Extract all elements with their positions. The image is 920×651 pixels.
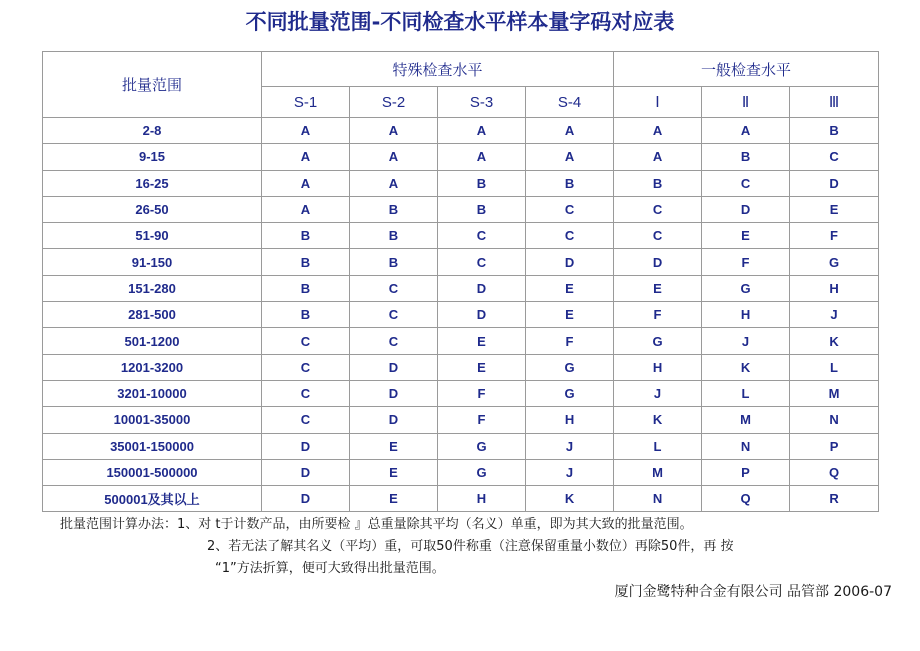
level-header: S-3 — [438, 87, 526, 118]
code-cell: A — [438, 118, 526, 144]
code-cell: J — [702, 328, 790, 354]
code-cell: B — [350, 223, 438, 249]
code-cell: C — [790, 144, 879, 170]
range-cell: 51-90 — [43, 223, 262, 249]
code-cell: B — [438, 196, 526, 222]
code-cell: J — [790, 302, 879, 328]
code-cell: H — [614, 354, 702, 380]
code-cell: C — [614, 196, 702, 222]
code-cell: B — [702, 144, 790, 170]
table-row — [43, 380, 879, 406]
code-cell: C — [262, 380, 350, 406]
code-cell: C — [438, 249, 526, 275]
code-cell: E — [702, 223, 790, 249]
code-cell: B — [262, 223, 350, 249]
code-cell: F — [438, 380, 526, 406]
code-cell: D — [614, 249, 702, 275]
code-cell: B — [790, 118, 879, 144]
code-cell: G — [526, 354, 614, 380]
code-cell: G — [702, 275, 790, 301]
range-cell: 16-25 — [43, 170, 262, 196]
code-cell: J — [526, 433, 614, 459]
code-cell: B — [350, 196, 438, 222]
code-cell: E — [438, 354, 526, 380]
code-cell: D — [262, 459, 350, 485]
code-cell: C — [702, 170, 790, 196]
code-cell: C — [262, 354, 350, 380]
code-cell: M — [614, 459, 702, 485]
table-row — [43, 118, 879, 144]
code-cell: A — [350, 118, 438, 144]
code-cell: G — [438, 433, 526, 459]
range-cell: 501-1200 — [43, 328, 262, 354]
code-cell: D — [350, 380, 438, 406]
range-cell: 150001-500000 — [43, 459, 262, 485]
table-row — [43, 459, 879, 485]
code-cell: N — [614, 486, 702, 512]
code-cell: C — [526, 223, 614, 249]
code-cell: J — [614, 380, 702, 406]
code-cell: A — [350, 170, 438, 196]
code-cell: H — [438, 486, 526, 512]
code-cell: B — [526, 170, 614, 196]
code-cell: P — [702, 459, 790, 485]
code-cell: D — [526, 249, 614, 275]
code-cell: A — [614, 144, 702, 170]
range-cell: 35001-150000 — [43, 433, 262, 459]
range-cell: 1201-3200 — [43, 354, 262, 380]
table-row — [43, 196, 879, 222]
code-cell: L — [614, 433, 702, 459]
code-cell: F — [702, 249, 790, 275]
code-cell: C — [262, 328, 350, 354]
code-cell: E — [790, 196, 879, 222]
code-cell: B — [614, 170, 702, 196]
code-cell: C — [526, 196, 614, 222]
code-cell: H — [790, 275, 879, 301]
code-cell: C — [262, 407, 350, 433]
code-cell: D — [350, 354, 438, 380]
code-cell: A — [526, 144, 614, 170]
code-cell: A — [262, 144, 350, 170]
code-cell: A — [702, 118, 790, 144]
code-cell: G — [790, 249, 879, 275]
level-header: S-1 — [262, 87, 350, 118]
code-cell: A — [350, 144, 438, 170]
range-cell: 10001-35000 — [43, 407, 262, 433]
sample-code-table — [42, 51, 879, 512]
code-cell: R — [790, 486, 879, 512]
code-cell: E — [526, 302, 614, 328]
range-header: 批量范围 — [43, 52, 262, 118]
code-cell: N — [790, 407, 879, 433]
range-cell: 91-150 — [43, 249, 262, 275]
code-cell: B — [438, 170, 526, 196]
range-cell: 500001及其以上 — [43, 486, 262, 512]
range-cell: 26-50 — [43, 196, 262, 222]
code-cell: A — [262, 196, 350, 222]
calculation-notes — [60, 514, 734, 580]
special-level-header: 特殊检查水平 — [262, 52, 614, 87]
code-cell: B — [262, 302, 350, 328]
page-title: 不同批量范围-不同检查水平样本量字码对应表 — [245, 10, 675, 34]
code-cell: B — [350, 249, 438, 275]
code-cell: G — [526, 380, 614, 406]
range-cell: 9-15 — [43, 144, 262, 170]
code-cell: L — [790, 354, 879, 380]
code-cell: M — [790, 380, 879, 406]
note-line-1: 批量范围计算办法：1、对 t于计数产品，由所要检 』总重量除其平均（名义）单重，即为其大致的批量范围。 — [60, 517, 693, 532]
code-cell: A — [614, 118, 702, 144]
code-cell: A — [438, 144, 526, 170]
table-row — [43, 170, 879, 196]
code-cell: A — [526, 118, 614, 144]
code-cell: D — [438, 302, 526, 328]
level-header: Ⅰ — [614, 87, 702, 118]
code-cell: Q — [702, 486, 790, 512]
table-row — [43, 407, 879, 433]
range-cell: 151-280 — [43, 275, 262, 301]
code-cell: K — [790, 328, 879, 354]
range-cell: 281-500 — [43, 302, 262, 328]
code-cell: N — [702, 433, 790, 459]
table-row — [43, 328, 879, 354]
code-cell: E — [526, 275, 614, 301]
code-cell: C — [350, 302, 438, 328]
code-cell: B — [262, 249, 350, 275]
code-cell: L — [702, 380, 790, 406]
code-cell: D — [438, 275, 526, 301]
code-cell: K — [526, 486, 614, 512]
level-header: S-2 — [350, 87, 438, 118]
code-cell: H — [702, 302, 790, 328]
code-cell: F — [614, 302, 702, 328]
code-cell: G — [614, 328, 702, 354]
level-header: Ⅱ — [702, 87, 790, 118]
company-footer: 厦门金鹭特种合金有限公司 品管部 2006-07 — [614, 584, 892, 600]
code-cell: J — [526, 459, 614, 485]
code-cell: E — [350, 459, 438, 485]
range-cell: 2-8 — [43, 118, 262, 144]
level-header: Ⅲ — [790, 87, 879, 118]
table-row — [43, 354, 879, 380]
code-cell: M — [702, 407, 790, 433]
note-line-2: 2、若无法了解其名义（平均）重，可取50件称重（注意保留重量小数位）再除50件，再 按 — [207, 539, 734, 554]
code-cell: E — [438, 328, 526, 354]
code-cell: G — [438, 459, 526, 485]
code-cell: P — [790, 433, 879, 459]
table-row — [43, 302, 879, 328]
code-cell: Q — [790, 459, 879, 485]
code-cell: A — [262, 170, 350, 196]
code-cell: E — [350, 433, 438, 459]
code-cell: E — [614, 275, 702, 301]
code-cell: A — [262, 118, 350, 144]
code-cell: C — [438, 223, 526, 249]
level-header: S-4 — [526, 87, 614, 118]
table-row — [43, 275, 879, 301]
code-cell: K — [702, 354, 790, 380]
code-cell: F — [526, 328, 614, 354]
code-cell: C — [614, 223, 702, 249]
table-row — [43, 144, 879, 170]
general-level-header: 一般检查水平 — [614, 52, 879, 87]
code-cell: D — [350, 407, 438, 433]
table-row — [43, 433, 879, 459]
code-cell: D — [262, 486, 350, 512]
code-cell: D — [790, 170, 879, 196]
code-cell: D — [262, 433, 350, 459]
table-row — [43, 223, 879, 249]
code-cell: F — [790, 223, 879, 249]
code-cell: F — [438, 407, 526, 433]
code-cell: K — [614, 407, 702, 433]
code-cell: C — [350, 275, 438, 301]
code-cell: B — [262, 275, 350, 301]
table-row — [43, 249, 879, 275]
code-cell: D — [702, 196, 790, 222]
code-cell: C — [350, 328, 438, 354]
range-cell: 3201-10000 — [43, 380, 262, 406]
code-cell: E — [350, 486, 438, 512]
note-line-3: “1”方法折算，便可大致得出批量范围。 — [215, 561, 445, 576]
code-cell: H — [526, 407, 614, 433]
table-row — [43, 486, 879, 512]
